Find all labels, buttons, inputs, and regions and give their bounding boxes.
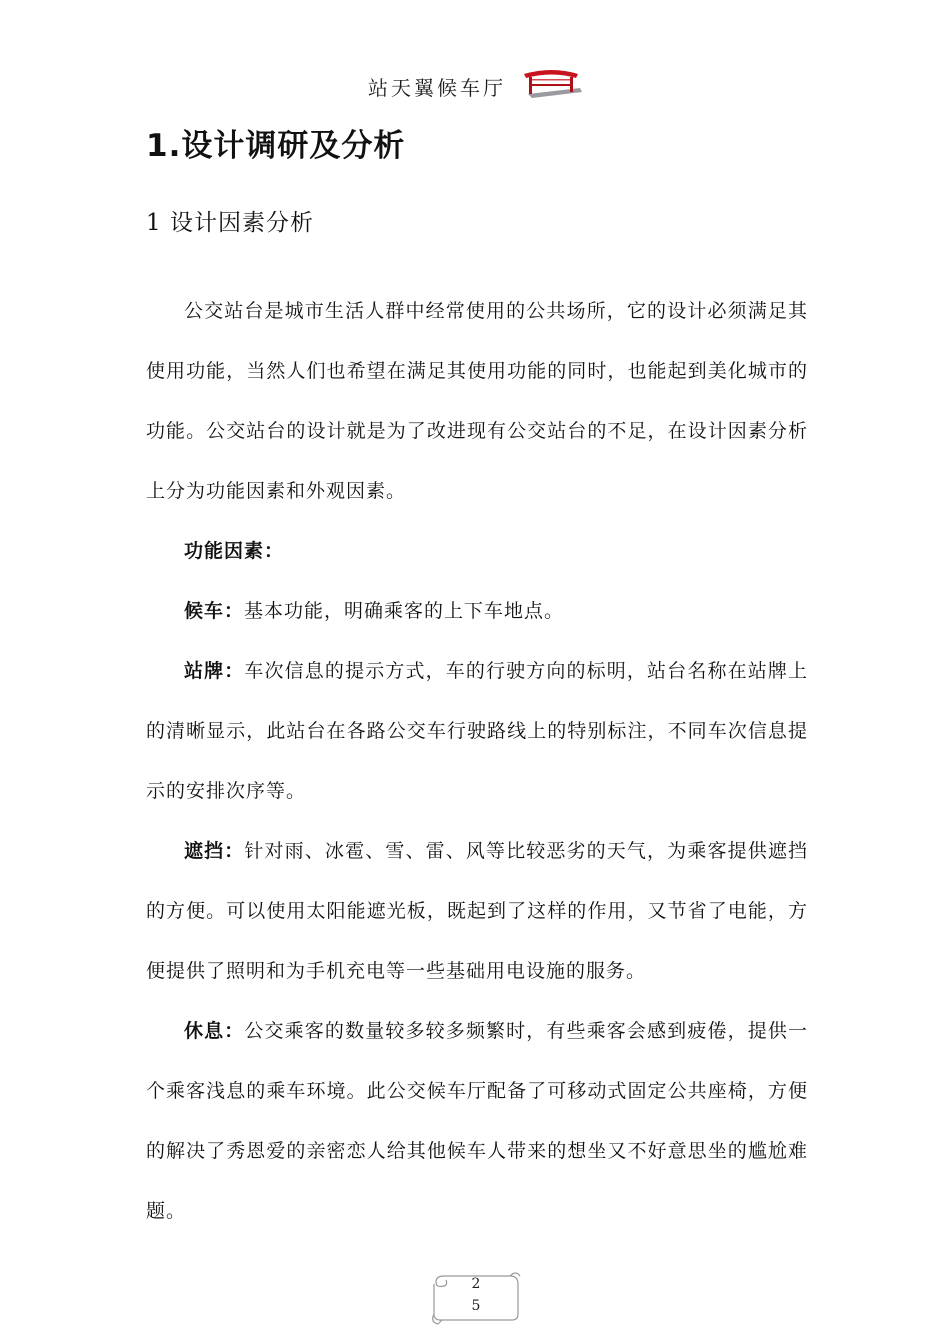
section-heading: 1 设计因素分析 xyxy=(146,210,314,236)
page-footer xyxy=(430,1266,522,1326)
chapter-heading: 1.设计调研及分析 xyxy=(146,128,406,164)
item-text: 车次信息的提示方式，车的行驶方向的标明，站台名称在站牌上的清晰显示，此站台在各路公交车行驶路线上的特别标注，不同车次信息提示的安排次序等。 xyxy=(146,660,808,802)
page-header xyxy=(0,66,950,106)
item-text: 公交乘客的数量较多较多频繁时，有些乘客会感到疲倦，提供一个乘客浅息的乘车环境。此公交候车厅配备了可移动式固定公共座椅，方便的解决了秀恩爱的亲密恋人给其他候车人带来的想坐又不好意思坐的尴尬难题。 xyxy=(146,1020,808,1222)
page-number-digit-1: 2 xyxy=(471,1276,481,1292)
item-waiting xyxy=(146,581,808,641)
item-label: 遮挡： xyxy=(184,840,245,862)
page-number-digit-2: 5 xyxy=(471,1298,481,1314)
intro-paragraph-block xyxy=(146,281,808,1241)
header-title: 站天翼候车厅 xyxy=(368,76,506,100)
intro-paragraph: 公交站台是城市生活人群中经常使用的公共场所，它的设计必须满足其使用功能，当然人们也希望在满足其使用功能的同时，也能起到美化城市的功能。公交站台的设计就是为了改进现有公交站台的不足，在设计因素分析上分为功能因素和外观因素。 xyxy=(146,300,808,502)
item-sign xyxy=(146,641,808,821)
scroll-banner-icon xyxy=(430,1266,522,1326)
bus-shelter-pavilion-icon xyxy=(520,66,584,98)
item-shelter xyxy=(146,821,808,1001)
item-label: 站牌： xyxy=(184,660,245,682)
item-rest xyxy=(146,1001,808,1241)
item-label: 候车： xyxy=(184,600,245,622)
item-text: 基本功能，明确乘客的上下车地点。 xyxy=(244,600,565,622)
item-label: 休息： xyxy=(184,1020,245,1042)
item-text: 针对雨、冰雹、雪、雷、风等比较恶劣的天气，为乘客提供遮挡的方便。可以使用太阳能遮光板，既起到了这样的作用，又节省了电能，方便提供了照明和为手机充电等一些基础用电设施的服务。 xyxy=(146,840,808,982)
functional-factors-title: 功能因素： xyxy=(184,540,285,562)
